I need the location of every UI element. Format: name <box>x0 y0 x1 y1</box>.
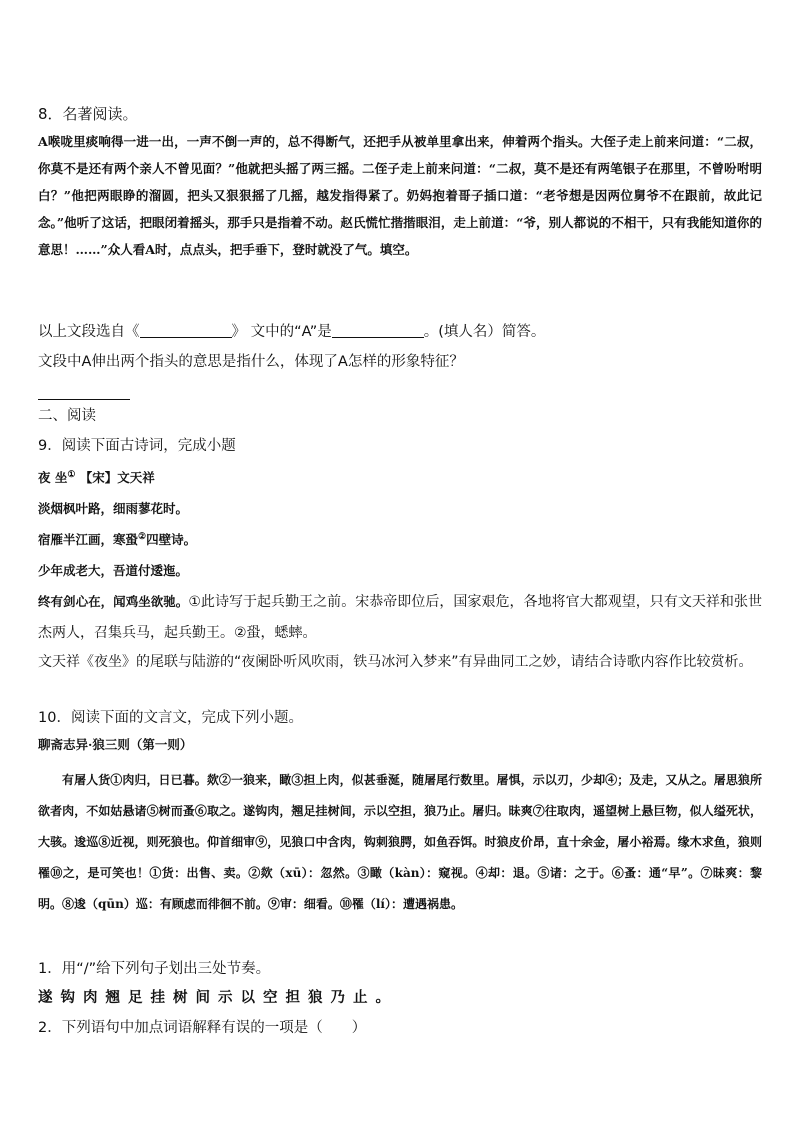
sub-question-2: 2．下列语句中加点词语解释有误的一项是（ ） <box>38 1020 367 1036</box>
q8-fill-prefix: 以上文段选自《 <box>38 324 140 340</box>
q8-question: 文段中A伸出两个指头的意思是指什么，体现了A怎样的形象特征？ <box>38 354 464 370</box>
poem-line-4: 终有剑心在，闻鸡坐欲驰。 <box>38 594 189 609</box>
poem-last-line-and-notes <box>38 586 762 649</box>
q8-fill-mid: 》 文中的“A”是 <box>231 324 332 340</box>
sub-question-1: 1．用“/”给下列句子划出三处节奏。 <box>38 961 271 977</box>
poem <box>38 462 762 586</box>
q8-fill-line <box>38 318 762 346</box>
poem-title: 夜 坐 <box>38 470 68 485</box>
answer-line-divider <box>38 399 130 400</box>
q9-heading: 9．阅读下面古诗词，完成小题 <box>38 438 236 454</box>
classical-text-passage: 有屠人货①肉归，日已暮。欻②一狼来，瞰③担上肉，似甚垂涎，随屠尾行数里。屠惧，示以刃，少却④；及走，又从之。屠思狼所欲者肉，不如姑悬诸⑤树而蚤⑥取之。遂钩肉，翘足挂树间，示以空担，狼乃止。屠归。昧爽⑦往取肉，遥望树上悬巨物，似人缢死状，大骇。逡巡⑧近视，则死狼也。仰首细审⑨，见狼口中含肉，钩刺狼腭，如鱼吞饵。时狼皮价昂，直十余金，屠小裕焉。缘木求鱼，狼则罹⑩之，是可笑也！①货：出售、卖。②欻（xū）：忽然。③瞰（kàn）：窥视。④却：退。⑤诸：之于。⑥蚤：通“早”。⑦昧爽：黎明。⑧逡（qūn）巡：有顾虑而徘徊不前。⑨审：细看。⑩罹（lí）：遭遇祸患。 <box>38 773 762 911</box>
section-title: 二、阅读 <box>38 408 96 424</box>
q8-fill-suffix: 。(填人名）简答。 <box>423 324 546 340</box>
poem-notes: ①此诗写于起兵勤王之前。宋恭帝即位后，国家艰危，各地将官大都观望，只有文天祥和张世杰两人，召集兵马，起兵勤王。②蛩，蟋蟀。 <box>38 594 762 641</box>
poem-line-1: 淡烟枫叶路，细雨蓼花时。 <box>38 501 189 516</box>
poem-line-note-marker: ② <box>138 532 147 542</box>
q9-question: 文天祥《夜坐》的尾联与陆游的“夜阑卧听风吹雨，铁马冰河入梦来”有异曲同工之妙，请结合诗歌内容作比较赏析。 <box>38 654 753 670</box>
poem-line-2: 宿雁半江画，寒蛩②四壁诗。 <box>38 532 197 547</box>
classical-text-title: 聊斋志异·狼三则（第一则） <box>38 737 193 752</box>
q8-passage: A喉咙里痰响得一进一出，一声不倒一声的，总不得断气，还把手从被单里拿出来，伸着两个指头。大侄子走上前来问道：“二叔，你莫不是还有两个亲人不曾见面？”他就把头摇了两三摇。二侄子走上前来问道：“二叔，莫不是还有两笔银子在那里，不曾吩咐明白？”他把两眼睁的溜圆，把头又狠狠摇了几摇，越发指得紧了。奶妈抱着哥子插口道：“老爷想是因两位舅爷不在跟前，故此记念。”他听了这话，把眼闭着摇头，那手只是指着不动。赵氏慌忙揩揩眼泪，走上前道：“爷，别人都说的不相干，只有我能知道你的意思！……”众人看A时，点点头，把手垂下，登时就没了气。填空。 <box>38 134 762 257</box>
q10-heading: 10．阅读下面的文言文，完成下列小题。 <box>38 710 303 726</box>
poem-author: 【宋】文天祥 <box>75 470 155 485</box>
person-name-blank[interactable] <box>332 323 424 338</box>
poem-title-line <box>38 462 762 493</box>
poem-title-note-marker: ① <box>67 470 76 480</box>
sub-question-1-sentence: 遂钩肉翘足挂树间示以空担狼乃止。 <box>38 989 398 1006</box>
q8-heading: 8．名著阅读。 <box>38 105 138 123</box>
book-title-blank[interactable] <box>140 323 232 338</box>
poem-line-3: 少年成老大，吾道付逶迤。 <box>38 563 189 578</box>
